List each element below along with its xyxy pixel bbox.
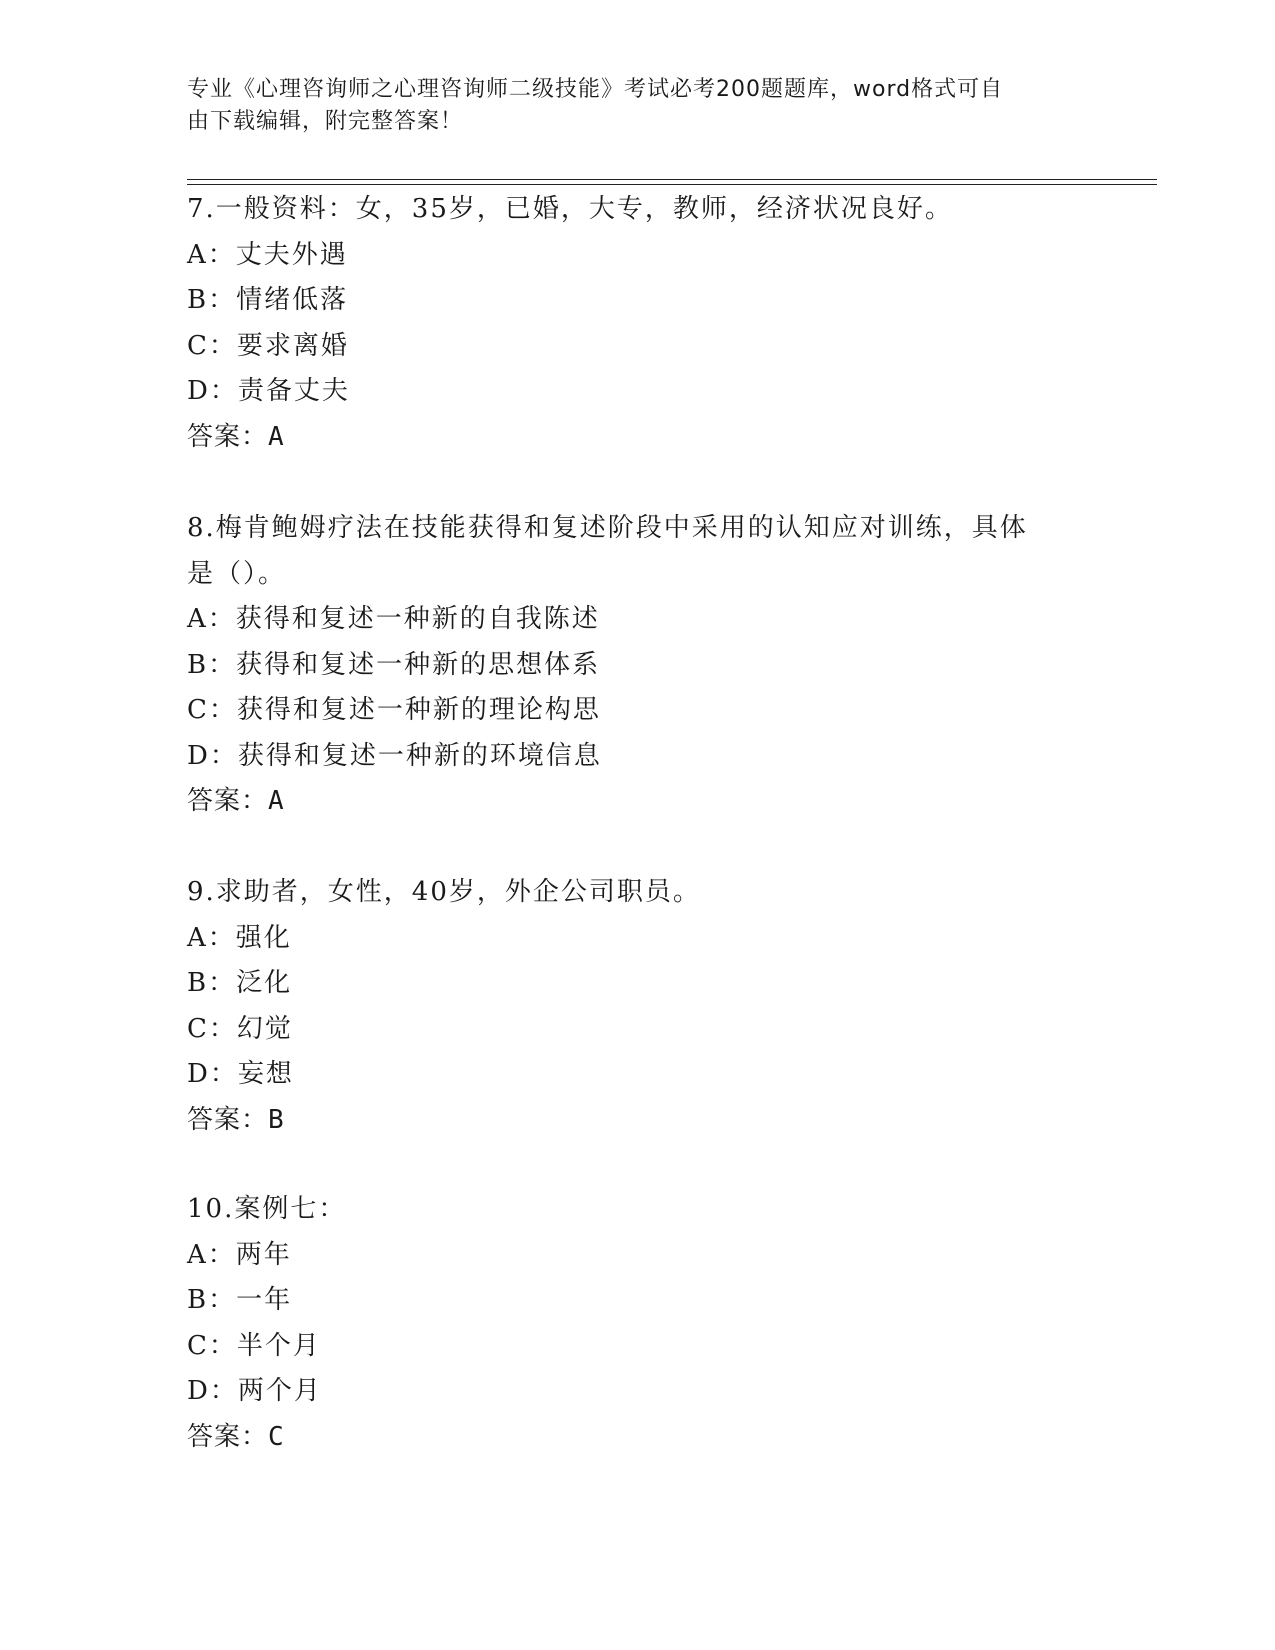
answer-label: 答案：: [187, 1421, 269, 1452]
answer-value: C: [268, 1421, 285, 1452]
option-a: A：获得和复述一种新的自我陈述: [187, 604, 600, 634]
option-a: A：两年: [187, 1239, 292, 1270]
option-c: C：半个月: [187, 1330, 321, 1361]
answer: [187, 1415, 1087, 1461]
question-stem: 10.案例七：: [187, 1194, 347, 1224]
option-b: B：泛化: [187, 968, 293, 998]
answer: [187, 779, 1087, 825]
answer-label: 答案：: [187, 421, 269, 452]
option-a: A：丈夫外遇: [187, 239, 348, 270]
header-line-2: 由下载编辑，附完整答案！: [187, 109, 464, 134]
option-c: C：幻觉: [187, 1013, 293, 1044]
document-header: [187, 74, 1067, 138]
question-stem: 7.一般资料：女，35岁，已婚，大专，教师，经济状况良好。: [187, 194, 953, 224]
header-divider-bottom: [187, 184, 1157, 185]
answer: [187, 1098, 1087, 1144]
question-7: [187, 187, 1087, 460]
question-stem: 8.梅肯鲍姆疗法在技能获得和复述阶段中采用的认知应对训练，具体: [187, 513, 1028, 543]
answer: [187, 415, 1087, 461]
option-d: D：责备丈夫: [187, 376, 350, 406]
question-stem: 9.求助者，女性，40岁，外企公司职员。: [187, 877, 701, 907]
option-d: D：获得和复述一种新的环境信息: [187, 740, 602, 771]
option-b: B：情绪低落: [187, 285, 349, 315]
header-line-1: 专业《心理咨询师之心理咨询师二级技能》考试必考200题题库，word格式可自: [187, 77, 1004, 102]
answer-label: 答案：: [187, 786, 269, 816]
option-b: B：一年: [187, 1285, 293, 1315]
answer-value: A: [268, 786, 285, 816]
answer-label: 答案：: [187, 1104, 269, 1135]
option-c: C：获得和复述一种新的理论构思: [187, 695, 601, 725]
question-8: [187, 506, 1087, 825]
option-a: A：强化: [187, 922, 292, 953]
answer-value: A: [268, 421, 285, 452]
answer-value: B: [268, 1104, 285, 1135]
question-9: [187, 870, 1087, 1143]
option-d: D：妄想: [187, 1059, 294, 1089]
header-divider-top: [187, 179, 1157, 180]
question-10: [187, 1187, 1087, 1460]
option-b: B：获得和复述一种新的思想体系: [187, 649, 601, 680]
question-stem-continued: 是（）。: [187, 558, 287, 589]
option-d: D：两个月: [187, 1376, 322, 1406]
option-c: C：要求离婚: [187, 330, 349, 361]
